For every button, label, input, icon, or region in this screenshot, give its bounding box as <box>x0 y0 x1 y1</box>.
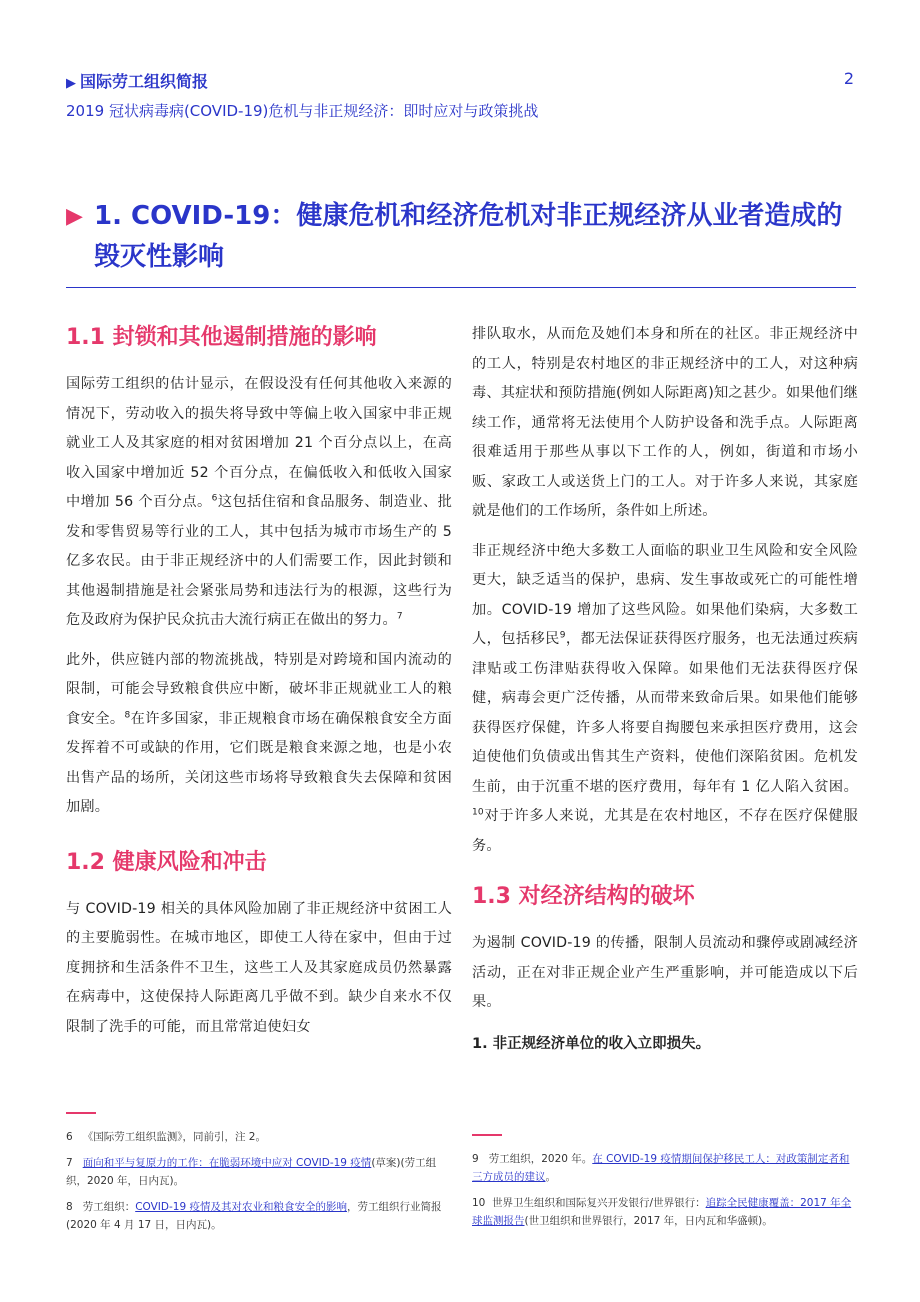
subsection-heading-1-3: 1.3 对经济结构的破坏 <box>472 884 695 909</box>
section-title-text: 1. COVID-19：健康危机和经济危机对非正规经济从业者造成的毁灭性影响 <box>94 201 843 272</box>
footnote-text: 劳工组织： <box>82 1201 136 1213</box>
paragraph-text: 非正规经济中绝大多数工人面临的职业卫生风险和安全风险更大，缺乏适当的保护，患病、发生事故或死亡的可能性增加。COVID-19 增加了这些风险。如果他们染病，大多数工人，包括移民 <box>472 542 858 647</box>
footnote-number: 8 <box>66 1201 73 1213</box>
paragraph <box>472 537 858 862</box>
paragraph-text: 这包括住宿和食品服务、制造业、批发和零售贸易等行业的工人，其中包括为城市市场生产的 5 亿多农民。由于非正规经济中的人们需要工作，因此封锁和其他遏制措施是社会紧张局势和违法行为的根源，这些行为危及政府为保护民众抗击大流行病正在做出的努力。 <box>66 494 452 628</box>
footnote-ref[interactable]: 7 <box>396 611 403 622</box>
paragraph <box>66 370 452 636</box>
header-brand <box>66 69 208 92</box>
section-divider <box>66 287 856 288</box>
subsection-heading-1-2: 1.2 健康风险和冲击 <box>66 849 267 875</box>
paragraph-text: 对于许多人来说，尤其是在农村地区，不存在医疗保健服务。 <box>472 808 858 854</box>
paragraph <box>66 646 452 823</box>
page-number: 2 <box>843 69 854 88</box>
paragraph-text: 国际劳工组织的估计显示，在假设没有任何其他收入来源的情况下，劳动收入的损失将导致中等偏上收入国家中非正规就业工人及其家庭的相对贫困增加 21 个百分点以上，在高收入国家中增加近 52 个百分点，在偏低收入和低收入国家中增加 56 个百分点。 <box>66 376 452 510</box>
footnote-text: ，劳工组织行业简报(2020 年 4 月 17 日，日内瓦)。 <box>66 1201 442 1231</box>
footnote <box>472 1150 858 1186</box>
footnote-text: 劳工组织，2020 年。 <box>488 1153 593 1165</box>
footnote-text: (世卫组织和世界银行，2017 年，日内瓦和华盛顿)。 <box>524 1215 773 1227</box>
triangle-right-icon: ▶ <box>66 204 83 229</box>
section-title <box>66 196 846 278</box>
footnote-text: (草案)(劳工组织，2020 年，日内瓦)。 <box>66 1157 437 1187</box>
paragraph-text: 在许多国家，非正规粮食市场在确保粮食安全方面发挥着不可或缺的作用，它们既是粮食来源之地，也是小农出售产品的场所，关闭这些市场将导致粮食失去保障和贫困加剧。 <box>66 710 452 815</box>
footnotes-right <box>472 1150 858 1238</box>
footnote-number: 9 <box>472 1153 479 1165</box>
footnote <box>66 1128 452 1146</box>
subsection-heading-1-1: 1.1 封锁和其他遏制措施的影响 <box>66 325 377 350</box>
paragraph: 为遏制 COVID-19 的传播，限制人员流动和骤停或剧减经济活动，正在对非正规企业产生严重影响，并可能造成以下后果。 <box>472 935 858 1010</box>
footnotes-left <box>66 1128 452 1242</box>
footnote-ref[interactable]: 8 <box>124 709 131 720</box>
brand-text: 国际劳工组织简报 <box>80 72 209 91</box>
list-item: 1. 非正规经济单位的收入立即损失。 <box>472 1035 711 1052</box>
paragraph-text: 此外，供应链内部的物流挑战，特别是对跨境和国内流动的限制，可能会导致粮食供应中断，破坏非正规就业工人的粮食安全。 <box>66 651 452 727</box>
footnote-text: 《国际劳工组织监测》，同前引，注 2。 <box>82 1131 266 1143</box>
footnote-link[interactable]: 在 COVID-19 疫情期间保护移民工人：对政策制定者和三方成员的建议 <box>472 1153 850 1183</box>
footnote-divider <box>66 1112 96 1114</box>
footnote-number: 6 <box>66 1131 73 1143</box>
footnote-link[interactable]: COVID-19 疫情及其对农业和粮食安全的影响 <box>135 1201 347 1213</box>
footnote-divider <box>472 1134 502 1136</box>
triangle-right-icon: ▶ <box>66 76 76 91</box>
footnote <box>472 1194 858 1230</box>
footnote-number: 10 <box>472 1197 486 1209</box>
footnote-text: 世界卫生组织和国际复兴开发银行/世界银行： <box>492 1197 706 1209</box>
paragraph: 与 COVID-19 相关的具体风险加剧了非正规经济中贫困工人的主要脆弱性。在城市地区，即使工人待在家中，但由于过度拥挤和生活条件不卫生，这些工人及其家庭成员仍然暴露在病毒中，这使保持人际距离几乎做不到。缺少自来水不仅限制了洗手的可能，而且常常迫使妇女 <box>66 900 452 1035</box>
footnote-ref[interactable]: 9 <box>559 630 566 641</box>
footnote-number: 7 <box>66 1157 73 1169</box>
right-column <box>472 320 858 1053</box>
paragraph-text: ，都无法保证获得医疗服务，也无法通过疾病津贴或工伤津贴获得收入保障。如果他们无法获得医疗保健，病毒会更广泛传播，从而带来致命后果。如果他们能够获得医疗保健，许多人将要自掏腰包来承担医疗费用，这会迫使他们负债或出售其生产资料，使他们深陷贫困。危机发生前，由于沉重不堪的医疗费用，每年有 1 亿人陷入贫困。 <box>472 631 858 795</box>
footnote-link[interactable]: 面向和平与复原力的工作：在脆弱环境中应对 COVID-19 疫情 <box>82 1157 372 1169</box>
footnote-ref[interactable]: 10 <box>472 807 484 818</box>
header-subtitle: 2019 冠状病毒病(COVID-19)危机与非正规经济：即时应对与政策挑战 <box>66 102 539 120</box>
footnote-link[interactable]: 追踪全民健康覆盖：2017 年全球监测报告 <box>472 1197 852 1227</box>
footnote <box>66 1154 452 1190</box>
footnote-ref[interactable]: 6 <box>211 493 218 504</box>
footnote <box>66 1198 452 1234</box>
footnote-text: 。 <box>545 1171 556 1183</box>
left-column <box>66 320 452 1052</box>
paragraph: 排队取水，从而危及她们本身和所在的社区。非正规经济中的工人，特别是农村地区的非正规经济中的工人，对这种病毒、其症状和预防措施(例如人际距离)知之甚少。如果他们继续工作，通常将无法使用个人防护设备和洗手点。人际距离很难适用于那些从事以下工作的人，例如，街道和市场小贩、家政工人或送货上门的工人。对于许多人来说，其家庭就是他们的工作场所，条件如上所述。 <box>472 326 858 519</box>
